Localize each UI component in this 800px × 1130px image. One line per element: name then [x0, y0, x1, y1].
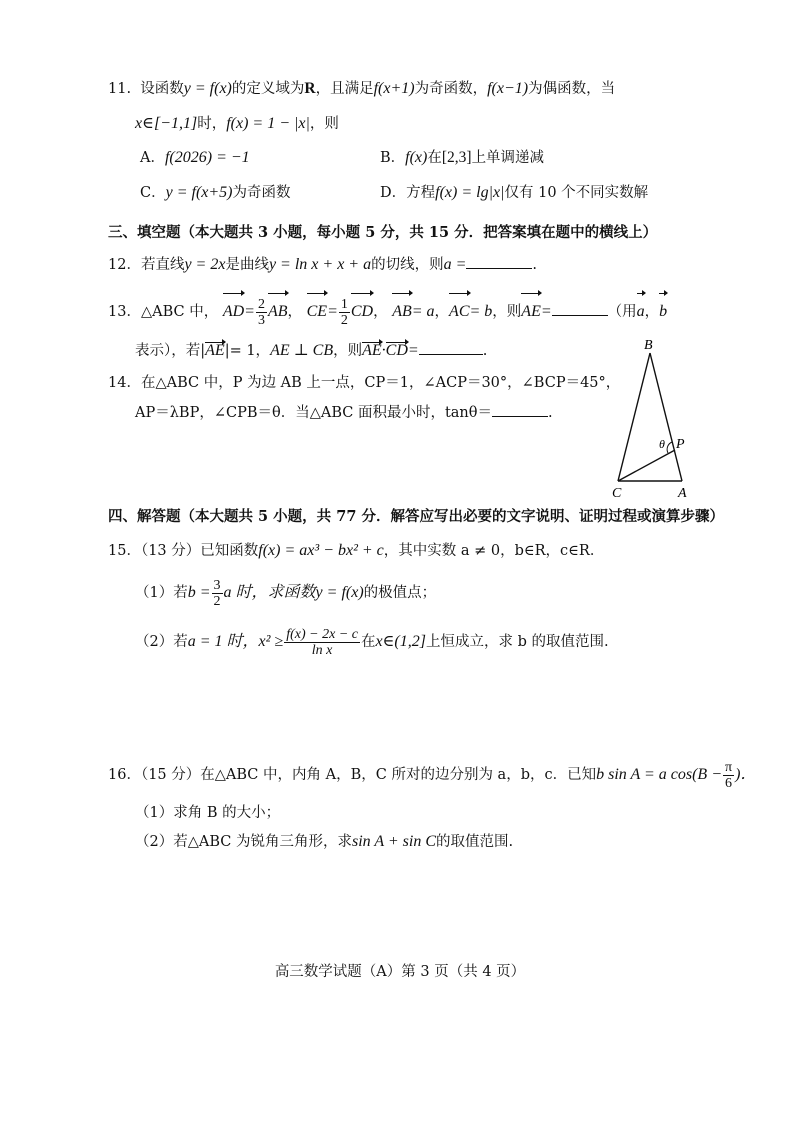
q16-part1: （1）求角 B 的大小；	[135, 805, 281, 821]
q12-answer-blank[interactable]	[466, 254, 532, 269]
q11-option-c: C．y = f(x+5)为奇函数	[140, 184, 291, 201]
q15-part2: （2）若a = 1 时，x² ≥ $\frac{f(x) - 2x - c}{\text{ln x}}$ 在x∈(1,2]上恒成立，求 b 的取值范围.	[135, 626, 609, 658]
label-a: A	[678, 486, 687, 500]
q16-line1: 16．（15 分）在△ABC 中，内角 A，B，C 所对的边分别为 a，b，c．已知b sin A = a cos(B − $\frac{\pi}{6}$ )．	[108, 759, 757, 791]
q11-option-d: D．方程f(x) = lg|x|仅有 10 个不同实数解	[380, 184, 649, 201]
page-footer: 高三数学试题（A）第 3 页（共 4 页）	[274, 964, 526, 980]
q14-answer-blank[interactable]	[492, 402, 548, 417]
section4-title: 四、解答题（本大题共 5 小题，共 77 分．解答应写出必要的文字说明、证明过程或演算步骤）	[108, 508, 724, 525]
q13-line2: 表示），若|AE|= 1，AE ⊥ CB，则AE·CD= .	[135, 342, 488, 359]
label-b: B	[644, 338, 653, 353]
label-p: P	[676, 437, 685, 452]
edge-bc	[618, 353, 650, 481]
q12: 12．若直线y = 2x是曲线y = ln x + x + a的切线，则a = .	[108, 256, 537, 273]
q14-line2: AP＝λBP，∠CPB＝θ．当△ABC 面积最小时，tanθ＝ .	[135, 402, 553, 423]
q15-part1: （1）若b = $\frac{3}{2}$ a 时，求函数y = f(x)的极值点；	[135, 577, 437, 609]
q13-line1: 13．△ABC 中， AD= $\frac{2}{3}$ AB， CE= $\frac{1}{2}$ CD， AB= a，AC= b，则AE= （用a，b	[108, 292, 667, 332]
label-c: C	[612, 486, 622, 500]
q11-line2: x∈[−1,1]时，f(x) = 1 − |x|，则	[135, 115, 339, 132]
segment-cp	[618, 450, 675, 481]
q11-option-b: B．f(x)在[2,3]上单调递减	[380, 149, 545, 166]
section3-title: 三、填空题（本大题共 3 小题，每小题 5 分，共 15 分．把答案填在题中的横线上）	[108, 224, 658, 241]
q14-line1: 14．在△ABC 中，P 为边 AB 上一点，CP＝1，∠ACP＝30°，∠BCP＝45°，	[108, 375, 621, 391]
q13-answer-blank-1[interactable]	[552, 301, 608, 316]
edge-ba	[650, 353, 682, 481]
q11-option-a: A．f(2026) = −1	[140, 149, 250, 166]
q15-line1: 15．（13 分）已知函数f(x) = ax³ − bx² + c，其中实数 a ≠ 0，b∈R，c∈R．	[108, 542, 605, 559]
triangle-figure	[600, 335, 710, 500]
q16-part2: （2）若△ABC 为锐角三角形，求sin A + sin C的取值范围.	[135, 833, 514, 850]
label-theta: θ	[659, 437, 665, 451]
q11-line1: 11. 设函数y = f(x)的定义域为R，且满足f(x+1)为奇函数，f(x−1)为偶函数，当	[108, 80, 616, 97]
q13-answer-blank-2[interactable]	[419, 340, 483, 355]
